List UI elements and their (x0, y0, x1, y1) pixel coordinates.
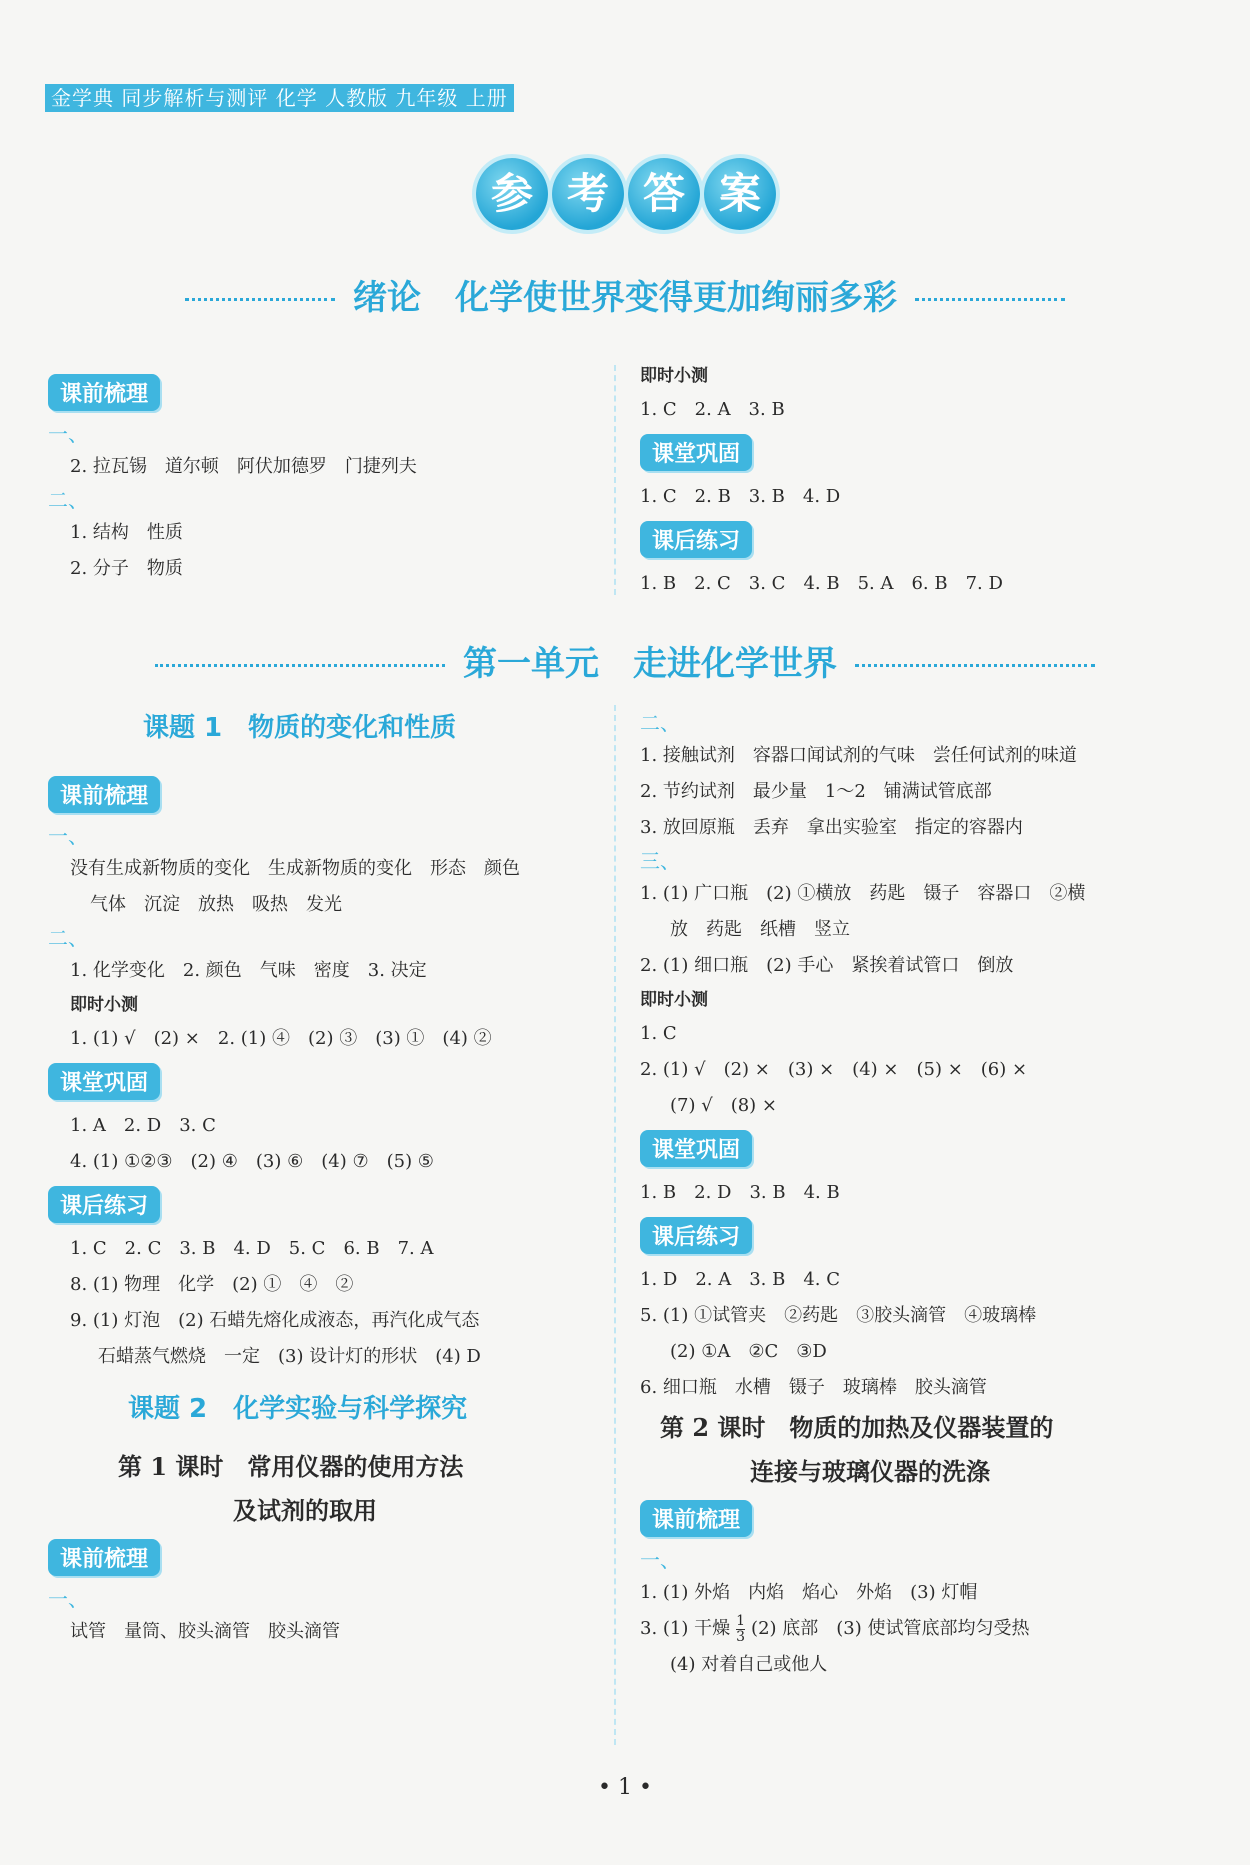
answer-line: 1. 接触试剂 容器口闻试剂的气味 尝任何试剂的味道 (640, 745, 1077, 766)
answer-line: 3. (1) 干燥 $\frac{1}{3}$ (2) 底部 (3) 使试管底部均匀受热 (640, 1612, 1030, 1645)
column-divider (614, 365, 616, 595)
book-header: 金学典 同步解析与测评 化学 人教版 九年级 上册 (45, 84, 514, 112)
answer-line: 2. (1) 细口瓶 (2) 手心 紧挨着试管口 倒放 (640, 955, 1014, 976)
answer-line: (7) √ (8) × (670, 1095, 777, 1116)
answer-line: 1. C 2. A 3. B (640, 399, 785, 420)
answer-line: 1. A 2. D 3. C (70, 1115, 216, 1136)
section-heading-unit1: 第一单元 走进化学世界 (0, 636, 1250, 685)
intro-left (48, 368, 588, 587)
section-num: 一、 (640, 1548, 680, 1572)
answer-line: 9. (1) 灯泡 (2) 石蜡先熔化成液态，再汽化成气态 (70, 1310, 480, 1331)
lesson-title: 课题 1 物质的变化和性质 (143, 713, 457, 743)
answer-line: 没有生成新物质的变化 生成新物质的变化 形态 颜色 (70, 858, 520, 879)
intro-right (640, 360, 1200, 602)
tag-khlx: 课后练习 (640, 521, 752, 558)
quiz-heading: 即时小测 (640, 990, 708, 1010)
period-title: 连接与玻璃仪器的洗涤 (750, 1457, 990, 1486)
answer-line: 8. (1) 物理 化学 (2) ① ④ ② (70, 1274, 354, 1295)
period-title: 第 1 课时 常用仪器的使用方法 (118, 1452, 464, 1481)
answer-line: 1. C 2. C 3. B 4. D 5. C 6. B 7. A (70, 1238, 434, 1259)
answer-line: 2. (1) √ (2) × (3) × (4) × (5) × (6) × (640, 1059, 1028, 1080)
answer-line: 3. 放回原瓶 丢弃 拿出实验室 指定的容器内 (640, 817, 1023, 838)
answer-line: 放 药匙 纸槽 竖立 (670, 919, 850, 940)
period-title: 及试剂的取用 (233, 1496, 377, 1525)
column-divider (614, 705, 616, 1745)
answer-line: 2. 拉瓦锡 道尔顿 阿伏加德罗 门捷列夫 (70, 456, 417, 477)
title-char: 考 (552, 158, 624, 230)
unit1-right (640, 708, 1210, 1683)
section-num: 二、 (640, 711, 680, 735)
answer-line: 1. (1) 广口瓶 (2) ①横放 药匙 镊子 容器口 ②横 (640, 883, 1086, 904)
answer-line: 1. C (640, 1023, 677, 1044)
section-num: 一、 (48, 1587, 88, 1611)
tag-ktgg: 课堂巩固 (640, 434, 752, 471)
tag-kqsl: 课前梳理 (640, 1500, 752, 1537)
section-num: 三、 (640, 849, 680, 873)
answer-line: 1. 化学变化 2. 颜色 气味 密度 3. 决定 (70, 960, 427, 981)
answer-line: 2. 分子 物质 (70, 558, 183, 579)
tag-khlx: 课后练习 (48, 1186, 160, 1223)
answer-line: 1. B 2. D 3. B 4. B (640, 1182, 840, 1203)
answer-line: 气体 沉淀 放热 吸热 发光 (90, 894, 342, 915)
page-number: • 1 • (598, 1775, 652, 1800)
answer-line: 4. (1) ①②③ (2) ④ (3) ⑥ (4) ⑦ (5) ⑤ (70, 1151, 434, 1172)
tag-kqsl: 课前梳理 (48, 374, 160, 411)
answer-line: (4) 对着自己或他人 (670, 1654, 828, 1675)
period-title: 第 2 课时 物质的加热及仪器装置的 (660, 1413, 1054, 1442)
section-num: 一、 (48, 422, 88, 446)
title-char: 案 (704, 158, 776, 230)
answer-line: 1. C 2. B 3. B 4. D (640, 486, 841, 507)
unit1-left (48, 708, 608, 1650)
quiz-heading: 即时小测 (640, 366, 708, 386)
answer-line: 5. (1) ①试管夹 ②药匙 ③胶头滴管 ④玻璃棒 (640, 1305, 1037, 1326)
answer-line: 2. 节约试剂 最少量 1～2 铺满试管底部 (640, 781, 992, 802)
section-num: 二、 (48, 488, 88, 512)
tag-ktgg: 课堂巩固 (640, 1130, 752, 1167)
answer-line: 6. 细口瓶 水槽 镊子 玻璃棒 胶头滴管 (640, 1377, 987, 1398)
answer-line: 试管 量筒、胶头滴管 胶头滴管 (70, 1621, 340, 1642)
fraction: $\frac{1}{3}$ (736, 1612, 746, 1645)
answer-line: (2) ①A ②C ③D (670, 1341, 827, 1362)
main-title (476, 158, 776, 230)
title-char: 答 (628, 158, 700, 230)
tag-kqsl: 课前梳理 (48, 1539, 160, 1576)
section-heading-intro: 绪论 化学使世界变得更加绚丽多彩 (0, 270, 1250, 319)
answer-line: 1. B 2. C 3. C 4. B 5. A 6. B 7. D (640, 573, 1003, 594)
answer-line: 1. 结构 性质 (70, 522, 183, 543)
lesson-title: 课题 2 化学实验与科学探究 (128, 1394, 468, 1424)
tag-ktgg: 课堂巩固 (48, 1063, 160, 1100)
quiz-heading: 即时小测 (70, 995, 138, 1015)
title-char: 参 (476, 158, 548, 230)
answer-line: 1. (1) 外焰 内焰 焰心 外焰 (3) 灯帽 (640, 1582, 978, 1603)
section-num: 一、 (48, 824, 88, 848)
answer-line: 1. (1) √ (2) × 2. (1) ④ (2) ③ (3) ① (4) ② (70, 1028, 492, 1049)
tag-kqsl: 课前梳理 (48, 776, 160, 813)
section-num: 二、 (48, 926, 88, 950)
answer-line: 1. D 2. A 3. B 4. C (640, 1269, 841, 1290)
answer-line: 石蜡蒸气燃烧 一定 (3) 设计灯的形状 (4) D (98, 1346, 481, 1367)
tag-khlx: 课后练习 (640, 1217, 752, 1254)
